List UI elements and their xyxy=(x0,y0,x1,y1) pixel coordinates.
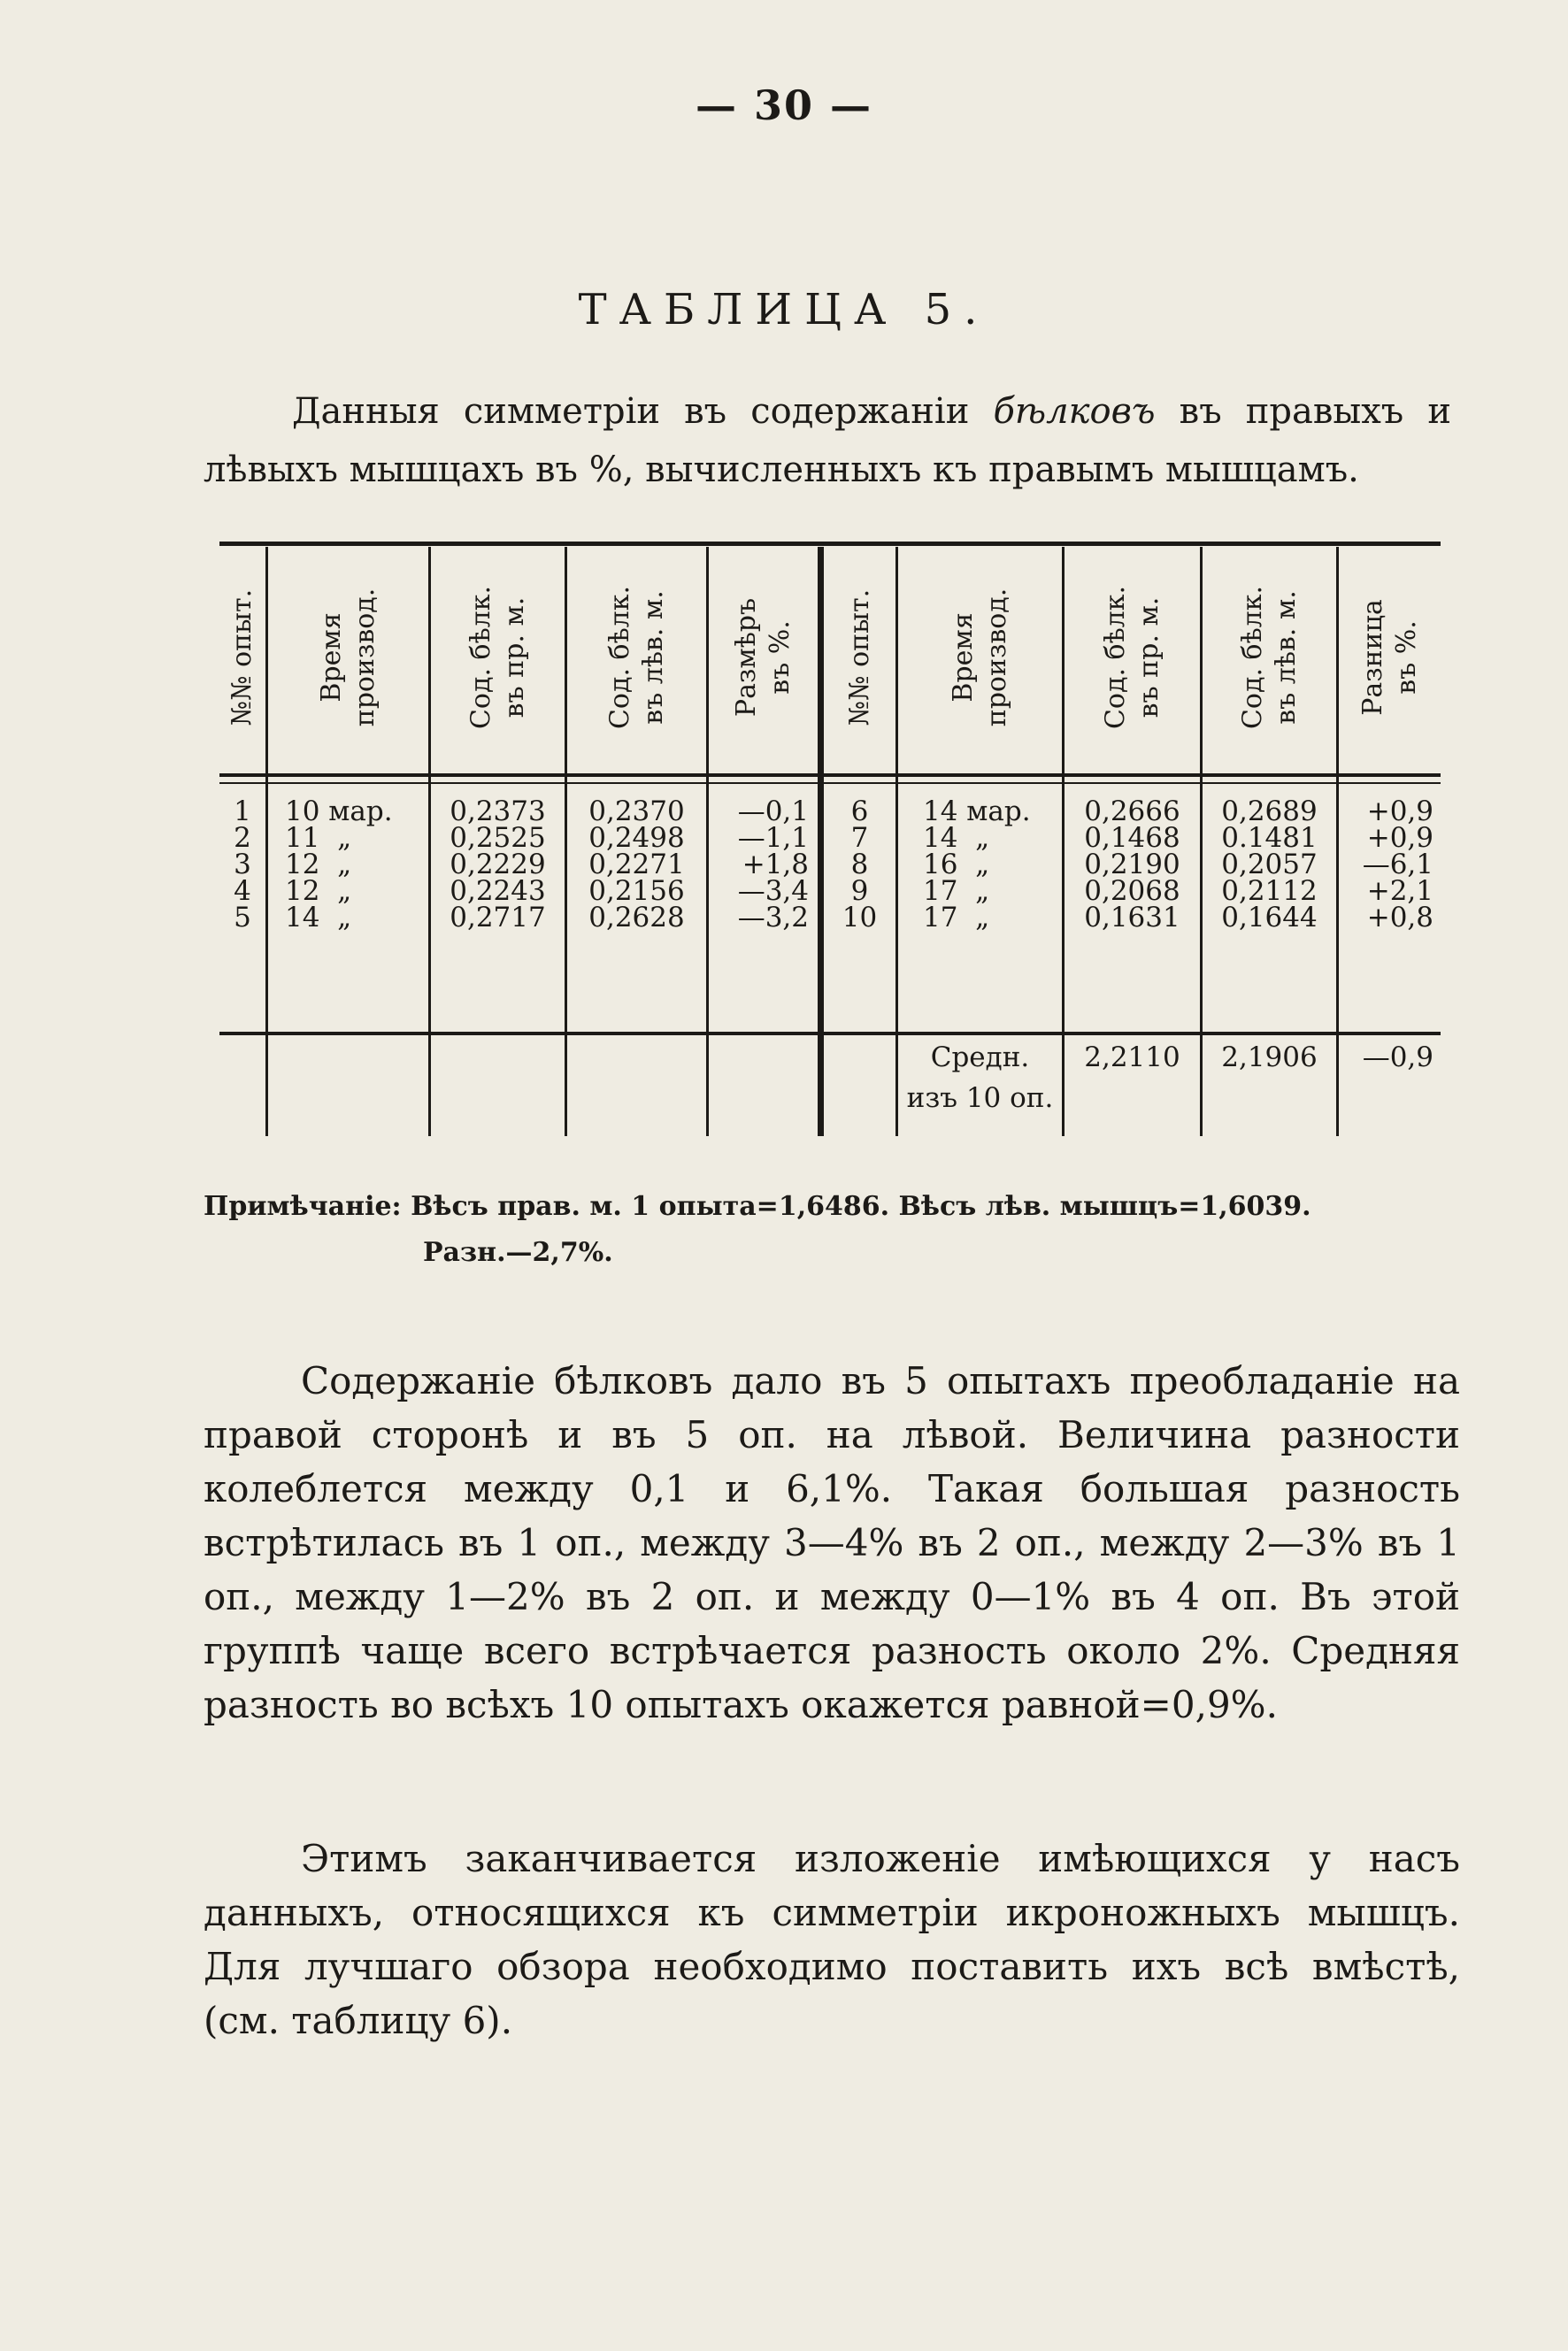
table-cell: —3,4 xyxy=(737,875,809,907)
header-bottom-rule xyxy=(219,773,1441,777)
table-cell: 11 „ xyxy=(285,822,352,854)
table-title: ТАБЛИЦА 5. xyxy=(578,285,990,334)
column-experiment-no-2 xyxy=(824,795,895,933)
table-cell: 0,1644 xyxy=(1221,902,1318,933)
table-cell: —0,1 xyxy=(737,795,809,827)
table-cell: 0,2525 xyxy=(450,822,546,854)
header-experiment-no-2: №№ опыт. xyxy=(843,588,875,726)
table-cell: 0,2190 xyxy=(1084,849,1180,880)
column-time xyxy=(285,795,427,933)
table-cell: +0,9 xyxy=(1366,822,1433,854)
header-protein-left-2: Сод. бѣлк. въ лѣв. м. xyxy=(1236,585,1302,730)
table-cell: —3,2 xyxy=(737,902,809,933)
table-cell: 12 „ xyxy=(285,849,352,880)
table-cell: 6 xyxy=(850,795,869,827)
column-experiment-no xyxy=(219,795,265,933)
table-cell: 0,2689 xyxy=(1221,795,1318,827)
table-caption xyxy=(204,382,1451,499)
table-cell: 0,2370 xyxy=(588,795,685,827)
caption-text-end: въ правыхъ и лѣвыхъ мышцахъ въ %, вычисленныхъ къ правымъ мышцамъ. xyxy=(204,391,1451,490)
header-difference-2: Разница въ %. xyxy=(1357,599,1422,716)
table-cell: +0,8 xyxy=(1366,902,1433,933)
column-protein-right xyxy=(431,795,565,933)
table-cell: 1 xyxy=(234,795,251,827)
table-cell: 0,2373 xyxy=(450,795,546,827)
table-cell: 0,2271 xyxy=(588,849,685,880)
column-difference-2 xyxy=(1339,795,1433,933)
table-cell: 5 xyxy=(234,902,251,933)
table-cell: 3 xyxy=(234,849,251,880)
average-left: 2,1906 xyxy=(1221,1041,1318,1073)
average-difference: —0,9 xyxy=(1362,1041,1433,1073)
table-cell: 12 „ xyxy=(285,875,352,907)
header-bottom-rule-thin xyxy=(219,782,1441,784)
column-difference xyxy=(709,795,809,933)
header-experiment-no: №№ опыт. xyxy=(227,588,257,726)
table-cell: 0,1631 xyxy=(1084,902,1180,933)
table-cell: 7 xyxy=(850,822,869,854)
table-cell: 4 xyxy=(234,875,251,907)
table-cell: 2 xyxy=(234,822,251,854)
table-cell: 17 „ xyxy=(923,875,990,907)
caption-text-start: Данныя симметріи въ содержаніи xyxy=(292,391,994,432)
table-cell: +0,9 xyxy=(1366,795,1433,827)
table-cell: 0,2498 xyxy=(588,822,685,854)
table-cell: 14 „ xyxy=(285,902,352,933)
data-table xyxy=(219,542,1441,1143)
average-right: 2,2110 xyxy=(1084,1041,1180,1073)
table-cell: 0,2229 xyxy=(450,849,546,880)
column-protein-left xyxy=(567,795,706,933)
column-protein-right-2 xyxy=(1065,795,1200,933)
average-label xyxy=(898,1037,1062,1118)
table-cell: 0,2666 xyxy=(1084,795,1180,827)
column-protein-left-2 xyxy=(1203,795,1336,933)
table-cell: 0,2717 xyxy=(450,902,546,933)
header-protein-right: Сод. бѣлк. въ пр. м. xyxy=(465,585,530,730)
table-cell: 10 xyxy=(842,902,878,933)
page-number: — 30 — xyxy=(695,81,873,129)
footnote-line-2: Разн.—2,7%. xyxy=(423,1237,613,1268)
table-cell: 0,2112 xyxy=(1221,875,1318,907)
table-cell: 0,2068 xyxy=(1084,875,1180,907)
table-top-rule xyxy=(219,542,1441,546)
header-difference: Размѣръ въ %. xyxy=(730,597,796,718)
table-cell: —1,1 xyxy=(737,822,809,854)
table-cell: —6,1 xyxy=(1362,849,1433,880)
half-divider xyxy=(818,547,824,1136)
average-label-line1: Средн. xyxy=(930,1041,1030,1073)
table-cell: 0,2243 xyxy=(450,875,546,907)
header-time: Время производ. xyxy=(315,588,380,727)
column-time-2 xyxy=(923,795,1060,933)
table-cell: 14 „ xyxy=(923,822,990,854)
body-paragraph-1: Содержаніе бѣлковъ дало въ 5 опытахъ преобладаніе на правой сторонѣ и въ 5 оп. на лѣвой. Величина разности колеблется между 0,1 и 6,1%. Такая большая разность встрѣтилась въ 1 оп., между 3—4% въ 2 оп., между 2—3% въ 1 оп., между 1—2% въ 2 оп. и между 0—1% въ 4 оп. Въ этой группѣ чаще всего встрѣчается разность около 2%. Средняя разность во всѣхъ 10 опытахъ окажется равной=0,9%. xyxy=(204,1359,1460,1726)
table-cell: 0.1481 xyxy=(1221,822,1318,854)
table-cell: 0,2057 xyxy=(1221,849,1318,880)
table-footnote xyxy=(204,1184,1460,1276)
header-protein-left: Сод. бѣлк. въ лѣв. м. xyxy=(603,585,669,730)
table-cell: +1,8 xyxy=(742,849,809,880)
table-cell: 0,2628 xyxy=(588,902,685,933)
average-label-line2: изъ 10 оп. xyxy=(906,1082,1054,1114)
table-cell: 16 „ xyxy=(923,849,990,880)
table-cell: 10 мар. xyxy=(285,795,393,827)
header-time-2: Время производ. xyxy=(947,588,1012,727)
table-cell: 8 xyxy=(850,849,869,880)
table-cell: 9 xyxy=(850,875,869,907)
footnote-line-1: Примѣчаніе: Вѣсъ прав. м. 1 опыта=1,6486. Вѣсъ лѣв. мышцъ=1,6039. xyxy=(204,1191,1311,1222)
table-cell: 0,1468 xyxy=(1084,822,1180,854)
table-cell: +2,1 xyxy=(1366,875,1433,907)
header-protein-right-2: Сод. бѣлк. въ пр. м. xyxy=(1099,585,1164,730)
caption-emphasis: бѣлковъ xyxy=(993,391,1156,432)
body-bottom-rule xyxy=(219,1032,1441,1035)
table-cell: 0,2156 xyxy=(588,875,685,907)
body-paragraph-2: Этимъ заканчивается изложеніе имѣющихся у насъ данныхъ, относящихся къ симметріи икроножныхъ мышцъ. Для лучшаго обзора необходимо поставить ихъ всѣ вмѣстѣ, (см. таблицу 6). xyxy=(204,1837,1460,2042)
table-cell: 17 „ xyxy=(923,902,990,933)
table-cell: 14 мар. xyxy=(923,795,1031,827)
